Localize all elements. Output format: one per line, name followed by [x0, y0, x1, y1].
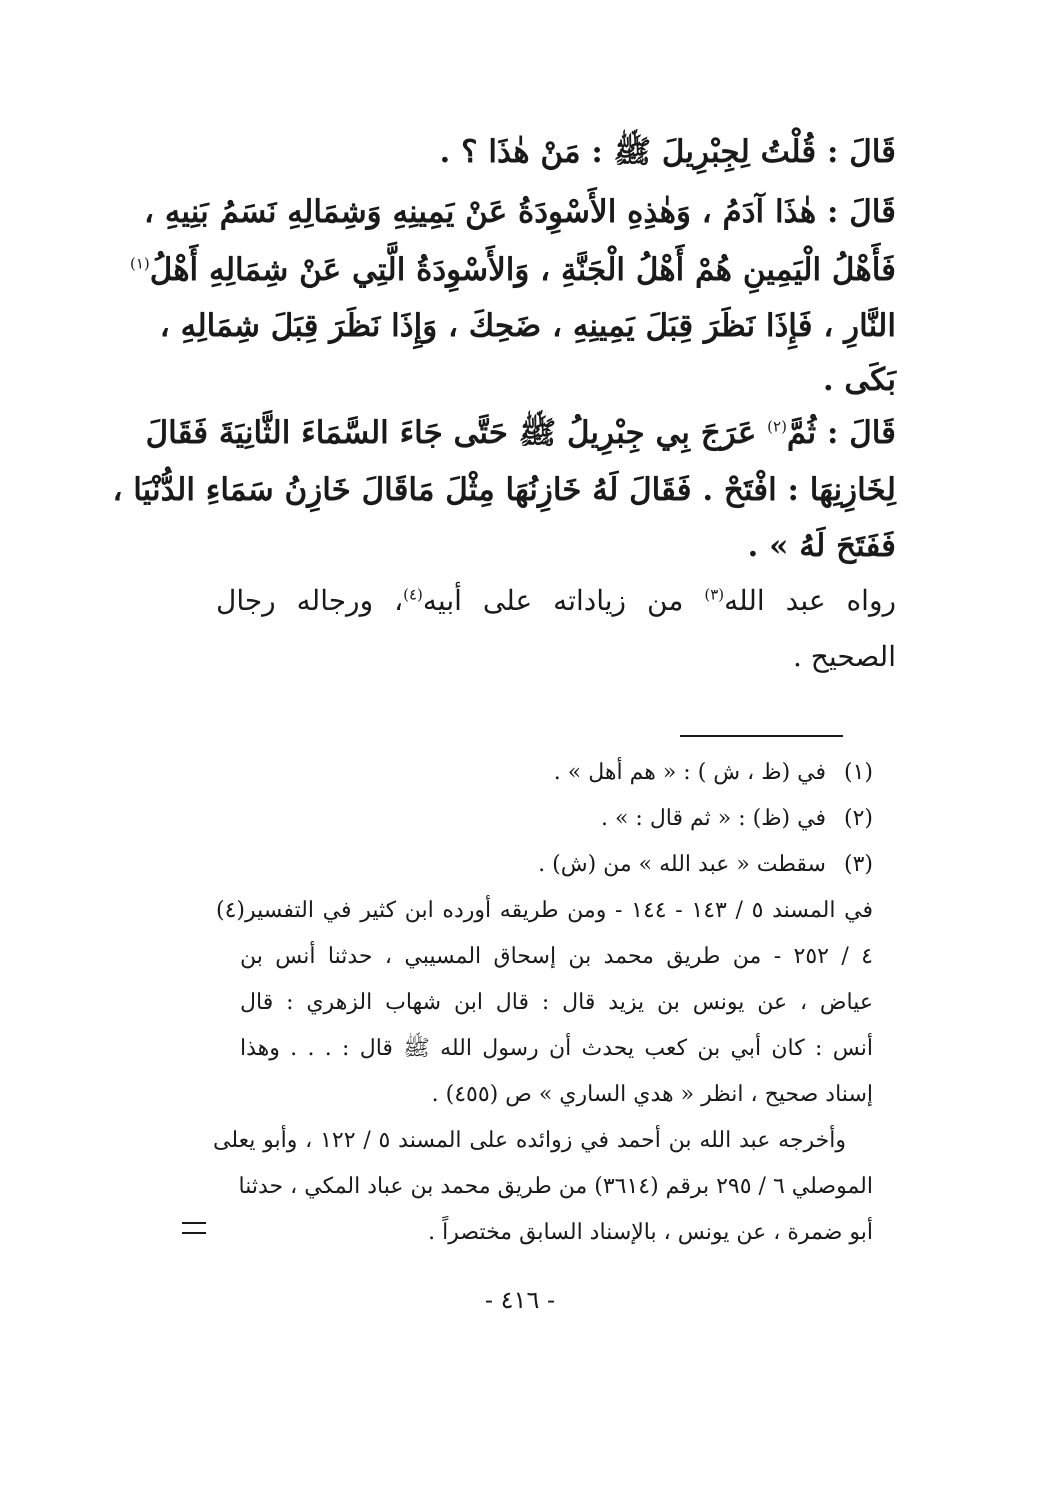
footnote-ref-2: (٢) — [767, 417, 787, 436]
main-text-line-8: فَفَتَحَ لَهُ » . — [747, 528, 896, 564]
narration-line-1 — [216, 574, 896, 628]
main-text-line-3-body: فَأَهْلُ الْيَمِينِ هُمْ أَهْلُ الْجَنَّةِ ، وَالأَسْوِدَةُ الَّتِي عَنْ شِمَالِهِ أَهْلُ — [149, 252, 896, 288]
narration-line-2: الصحيح . — [793, 640, 896, 673]
footnote-extra-line-1: وأخرجه عبد الله بن أحمد في زوائده على المسند ٥ / ١٢٢ ، وأبو يعلى — [213, 1128, 846, 1153]
footnote-3-number: (٣) — [843, 852, 873, 877]
footnote-extra-line-3: أبو ضمرة ، عن يونس ، بالإسناد السابق مختصراً . — [428, 1220, 873, 1245]
main-text-line-4: النَّارِ ، فَإِذَا نَظَرَ قِبَلَ يَمِينِهِ ، ضَحِكَ ، وَإِذَا نَظَرَ قِبَلَ شِمَالِهِ ، — [159, 308, 896, 344]
footnote-4-line-5: إسناد صحيح ، انظر « هدي الساري » ص (٤٥٥) . — [431, 1082, 873, 1107]
main-text-line-6-body: عَرَجَ بِي جِبْرِيلُ ﷺ حَتَّى جَاءَ السَّمَاءَ الثَّانِيَةَ فَقَالَ — [145, 415, 757, 451]
footnote-1-number: (١) — [843, 760, 873, 785]
footnote-ref-4: (٤) — [403, 585, 423, 604]
page-number: - ٤١٦ - — [484, 1286, 556, 1314]
footnote-2 — [193, 797, 873, 841]
main-text-line-6 — [145, 403, 896, 463]
footnote-3-text: سقطت « عبد الله » من (ش) . — [538, 852, 826, 877]
continuation-marker — [182, 1222, 206, 1234]
main-text-line-5: بَكَى . — [822, 362, 896, 398]
footnote-1-text: في (ظ ، ش ) : « هم أهل » . — [553, 760, 826, 785]
footnote-1 — [193, 751, 873, 795]
narration-part-3: ، ورجاله رجال — [216, 584, 404, 617]
footnote-extra-line-2: الموصلي ٦ / ٢٩٥ برقم (٣٦١٤) من طريق محمد بن عباد المكي ، حدثنا — [238, 1174, 873, 1199]
footnote-separator — [680, 735, 843, 737]
footnote-ref-3: (٣) — [704, 585, 725, 604]
footnote-4-line-4: أنس : كان أبي بن كعب يحدث أن رسول الله ﷺ قال : . . . وهذا — [240, 1036, 873, 1061]
main-text-line-7: لِخَازِنِهَا : افْتَحْ . فَقَالَ لَهُ خَازِنُهَا مِثْلَ مَاقَالَ خَازِنُ سَمَاءِ الدُّنْيَا ، — [112, 472, 896, 508]
footnote-4-line-1: في المسند ٥ / ١٤٣ - ١٤٤ - ومن طريقه أورده ابن كثير في التفسير — [245, 898, 873, 923]
footnote-4-number: (٤) — [215, 898, 245, 923]
footnote-4-line-2: ٤ / ٢٥٢ - من طريق محمد بن إسحاق المسيبي ، حدثنا أنس بن — [240, 944, 873, 969]
footnote-2-number: (٢) — [843, 806, 873, 831]
footnote-2-text: في (ظ) : « ثم قال : » . — [600, 806, 826, 831]
main-text-line-1: قَالَ : قُلْتُ لِجِبْرِيلَ ﷺ : مَنْ هٰذَا ؟ . — [439, 134, 896, 170]
main-text-line-3 — [129, 240, 896, 300]
footnote-3 — [193, 843, 873, 887]
footnote-4-line-3: عياض ، عن يونس بن يزيد قال : قال ابن شهاب الزهري : قال — [240, 990, 873, 1015]
narration-part-1: رواه عبد الله — [724, 584, 896, 617]
footnote-ref-1: (١) — [129, 254, 150, 273]
main-text-line-2: قَالَ : هٰذَا آدَمُ ، وَهٰذِهِ الأَسْوِدَةُ عَنْ يَمِينِهِ وَشِمَالِهِ نَسَمُ بَنِيهِ ، — [144, 194, 896, 230]
narration-part-2: من زياداته على أبيه — [422, 584, 684, 617]
main-text-line-6-prefix: قَالَ : ثُمَّ — [786, 415, 896, 451]
